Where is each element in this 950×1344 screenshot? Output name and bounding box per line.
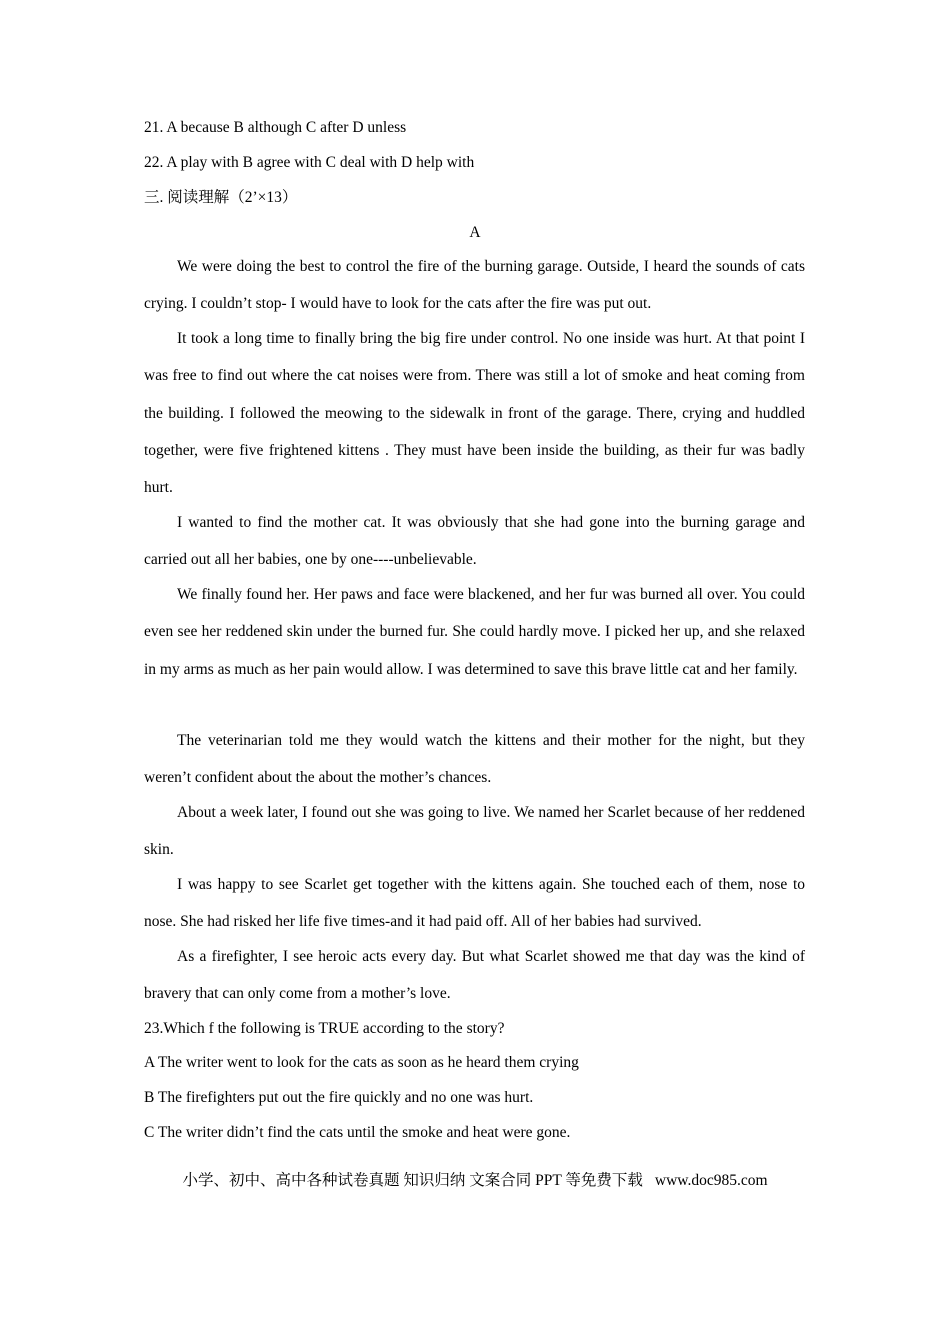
passage-paragraph-5: The veterinarian told me they would watch the kittens and their mother for the night, but they weren’t confident about the about the mother’s chances. [144,732,805,787]
question-23-option-c: C The writer didn’t find the cats until the smoke and heat were gone. [144,1124,571,1141]
question-23-option-b: B The firefighters put out the fire quickly and no one was hurt. [144,1089,534,1106]
passage-paragraph-7: I was happy to see Scarlet get together with the kittens again. She touched each of them, nose to nose. She had risked her life five times-and it had paid off. All of her babies had survived. [144,876,805,931]
question-23-stem: 23.Which f the following is TRUE according to the story? [144,1020,505,1037]
passage-paragraph-3: I wanted to find the mother cat. It was obviously that she had gone into the burning garage and carried out all her babies, one by one----unbelievable. [144,514,805,569]
footer-url: www.doc985.com [654,1172,768,1189]
question-22-options: 22. A play with B agree with C deal with D help with [144,154,475,171]
page-footer [0,1171,950,1191]
passage-label: A [469,224,481,241]
section-heading: 三. 阅读理解（2’×13） [144,189,298,206]
footer-text: 小学、初中、高中各种试卷真题 知识归纳 文案合同 PPT 等免费下载 [182,1172,643,1189]
passage-paragraph-2: It took a long time to finally bring the big fire under control. No one inside was hurt. At that point I was free to find out where the cat noises were from. There was still a lot of smoke and heat coming from the building. I followed the meowing to the sidewalk in front of the garage. There, crying and huddled together, were five frightened kittens . They must have been inside the building, as their fur was badly hurt. [144,330,805,497]
question-23-option-a: A The writer went to look for the cats as soon as he heard them crying [144,1054,579,1071]
question-21-options: 21. A because B although C after D unless [144,119,407,136]
passage-paragraph-1: We were doing the best to control the fire of the burning garage. Outside, I heard the sounds of cats crying. I couldn’t stop- I would have to look for the cats after the fire was put out. [144,258,805,313]
passage-paragraph-6: About a week later, I found out she was going to live. We named her Scarlet because of her reddened skin. [144,804,805,859]
passage-paragraph-8: As a firefighter, I see heroic acts every day. But what Scarlet showed me that day was the kind of bravery that can only come from a mother’s love. [144,948,805,1003]
passage-paragraph-4: We finally found her. Her paws and face were blackened, and her fur was burned all over. You could even see her reddened skin under the burned fur. She could hardly move. I picked her up, and she relaxed in my arms as much as her pain would allow. I was determined to save this brave little cat and her family. [144,586,805,678]
